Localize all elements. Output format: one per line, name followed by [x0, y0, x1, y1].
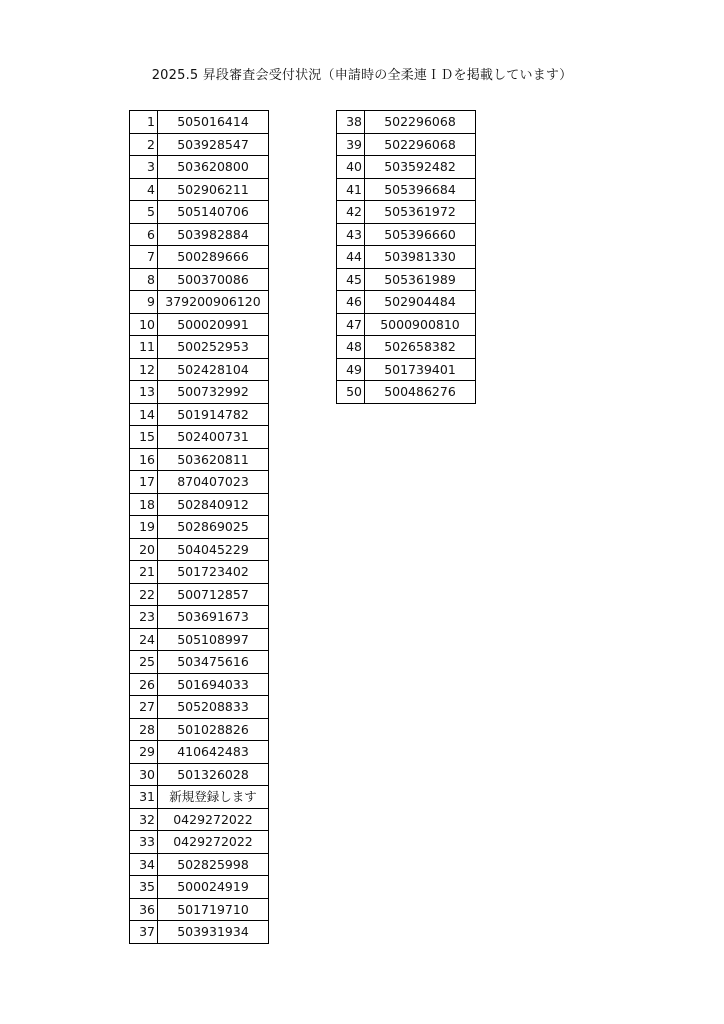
row-number: 45 — [337, 268, 365, 291]
judo-federation-id: 0429272022 — [158, 808, 269, 831]
table-row — [130, 111, 269, 134]
judo-federation-id: 503981330 — [365, 246, 476, 269]
judo-federation-id: 505361989 — [365, 268, 476, 291]
table-row — [130, 853, 269, 876]
table-row — [130, 786, 269, 809]
judo-federation-id: 501723402 — [158, 561, 269, 584]
table-row — [130, 426, 269, 449]
table-row — [130, 763, 269, 786]
table-row — [130, 493, 269, 516]
row-number: 44 — [337, 246, 365, 269]
table-row — [130, 246, 269, 269]
table-row — [130, 921, 269, 944]
judo-federation-id: 501719710 — [158, 898, 269, 921]
row-number: 37 — [130, 921, 158, 944]
judo-federation-id: 503592482 — [365, 156, 476, 179]
row-number: 18 — [130, 493, 158, 516]
judo-federation-id: 505396684 — [365, 178, 476, 201]
table-row — [337, 336, 476, 359]
row-number: 5 — [130, 201, 158, 224]
judo-federation-id: 410642483 — [158, 741, 269, 764]
table-body-right — [337, 111, 476, 404]
table-row — [130, 133, 269, 156]
table-row — [130, 403, 269, 426]
registration-table-right — [336, 110, 476, 404]
row-number: 30 — [130, 763, 158, 786]
judo-federation-id: 505140706 — [158, 201, 269, 224]
row-number: 35 — [130, 876, 158, 899]
table-row — [337, 381, 476, 404]
row-number: 3 — [130, 156, 158, 179]
judo-federation-id: 新規登録します — [158, 786, 269, 809]
judo-federation-id: 870407023 — [158, 471, 269, 494]
judo-federation-id: 502296068 — [365, 133, 476, 156]
registration-table-left — [129, 110, 269, 944]
table-row — [337, 246, 476, 269]
judo-federation-id: 503475616 — [158, 651, 269, 674]
row-number: 27 — [130, 696, 158, 719]
judo-federation-id: 500020991 — [158, 313, 269, 336]
judo-federation-id: 500252953 — [158, 336, 269, 359]
table-row — [337, 133, 476, 156]
row-number: 4 — [130, 178, 158, 201]
row-number: 16 — [130, 448, 158, 471]
judo-federation-id: 502400731 — [158, 426, 269, 449]
row-number: 21 — [130, 561, 158, 584]
row-number: 13 — [130, 381, 158, 404]
table-row — [130, 876, 269, 899]
row-number: 20 — [130, 538, 158, 561]
table-row — [130, 201, 269, 224]
table-row — [337, 358, 476, 381]
judo-federation-id: 503931934 — [158, 921, 269, 944]
page-title: 2025.5 昇段審査会受付状況（申請時の全柔連ＩＤを掲載しています） — [151, 68, 573, 83]
judo-federation-id: 379200906120 — [158, 291, 269, 314]
table-row — [130, 696, 269, 719]
judo-federation-id: 501694033 — [158, 673, 269, 696]
table-row — [130, 223, 269, 246]
judo-federation-id: 505108997 — [158, 628, 269, 651]
row-number: 33 — [130, 831, 158, 854]
table-row — [130, 651, 269, 674]
table-row — [130, 538, 269, 561]
row-number: 32 — [130, 808, 158, 831]
judo-federation-id: 502869025 — [158, 516, 269, 539]
table-row — [337, 156, 476, 179]
judo-federation-id: 500370086 — [158, 268, 269, 291]
table-row — [130, 606, 269, 629]
table-row — [337, 201, 476, 224]
judo-federation-id: 500289666 — [158, 246, 269, 269]
judo-federation-id: 501028826 — [158, 718, 269, 741]
judo-federation-id: 502904484 — [365, 291, 476, 314]
table-row — [130, 358, 269, 381]
judo-federation-id: 505016414 — [158, 111, 269, 134]
row-number: 25 — [130, 651, 158, 674]
row-number: 40 — [337, 156, 365, 179]
row-number: 43 — [337, 223, 365, 246]
row-number: 10 — [130, 313, 158, 336]
table-row — [130, 673, 269, 696]
row-number: 11 — [130, 336, 158, 359]
judo-federation-id: 502906211 — [158, 178, 269, 201]
row-number: 15 — [130, 426, 158, 449]
table-row — [337, 268, 476, 291]
row-number: 48 — [337, 336, 365, 359]
table-row — [337, 111, 476, 134]
table-row — [130, 808, 269, 831]
row-number: 50 — [337, 381, 365, 404]
judo-federation-id: 502296068 — [365, 111, 476, 134]
judo-federation-id: 502428104 — [158, 358, 269, 381]
row-number: 29 — [130, 741, 158, 764]
judo-federation-id: 503982884 — [158, 223, 269, 246]
table-row — [337, 291, 476, 314]
judo-federation-id: 503620811 — [158, 448, 269, 471]
row-number: 28 — [130, 718, 158, 741]
table-row — [130, 268, 269, 291]
table-row — [130, 291, 269, 314]
judo-federation-id: 503928547 — [158, 133, 269, 156]
row-number: 46 — [337, 291, 365, 314]
row-number: 14 — [130, 403, 158, 426]
row-number: 49 — [337, 358, 365, 381]
row-number: 17 — [130, 471, 158, 494]
row-number: 39 — [337, 133, 365, 156]
table-row — [130, 831, 269, 854]
row-number: 19 — [130, 516, 158, 539]
table-row — [130, 178, 269, 201]
row-number: 41 — [337, 178, 365, 201]
table-body-left — [130, 111, 269, 944]
table-row — [130, 628, 269, 651]
judo-federation-id: 501914782 — [158, 403, 269, 426]
table-row — [130, 381, 269, 404]
judo-federation-id: 500024919 — [158, 876, 269, 899]
table-row — [337, 178, 476, 201]
judo-federation-id: 504045229 — [158, 538, 269, 561]
row-number: 31 — [130, 786, 158, 809]
table-row — [130, 718, 269, 741]
row-number: 12 — [130, 358, 158, 381]
judo-federation-id: 0429272022 — [158, 831, 269, 854]
row-number: 9 — [130, 291, 158, 314]
row-number: 36 — [130, 898, 158, 921]
row-number: 38 — [337, 111, 365, 134]
row-number: 47 — [337, 313, 365, 336]
row-number: 23 — [130, 606, 158, 629]
row-number: 24 — [130, 628, 158, 651]
row-number: 7 — [130, 246, 158, 269]
row-number: 1 — [130, 111, 158, 134]
judo-federation-id: 502658382 — [365, 336, 476, 359]
table-row — [130, 313, 269, 336]
judo-federation-id: 500486276 — [365, 381, 476, 404]
table-row — [130, 583, 269, 606]
table-row — [130, 448, 269, 471]
row-number: 42 — [337, 201, 365, 224]
table-row — [130, 898, 269, 921]
judo-federation-id: 5000900810 — [365, 313, 476, 336]
judo-federation-id: 503620800 — [158, 156, 269, 179]
row-number: 2 — [130, 133, 158, 156]
row-number: 6 — [130, 223, 158, 246]
judo-federation-id: 501326028 — [158, 763, 269, 786]
table-row — [337, 313, 476, 336]
judo-federation-id: 502825998 — [158, 853, 269, 876]
table-row — [130, 471, 269, 494]
judo-federation-id: 505361972 — [365, 201, 476, 224]
judo-federation-id: 502840912 — [158, 493, 269, 516]
table-row — [130, 336, 269, 359]
table-row — [130, 741, 269, 764]
judo-federation-id: 500732992 — [158, 381, 269, 404]
table-row — [130, 561, 269, 584]
row-number: 22 — [130, 583, 158, 606]
table-row — [337, 223, 476, 246]
judo-federation-id: 503691673 — [158, 606, 269, 629]
row-number: 8 — [130, 268, 158, 291]
judo-federation-id: 505396660 — [365, 223, 476, 246]
judo-federation-id: 501739401 — [365, 358, 476, 381]
row-number: 34 — [130, 853, 158, 876]
judo-federation-id: 505208833 — [158, 696, 269, 719]
judo-federation-id: 500712857 — [158, 583, 269, 606]
table-row — [130, 156, 269, 179]
table-row — [130, 516, 269, 539]
row-number: 26 — [130, 673, 158, 696]
